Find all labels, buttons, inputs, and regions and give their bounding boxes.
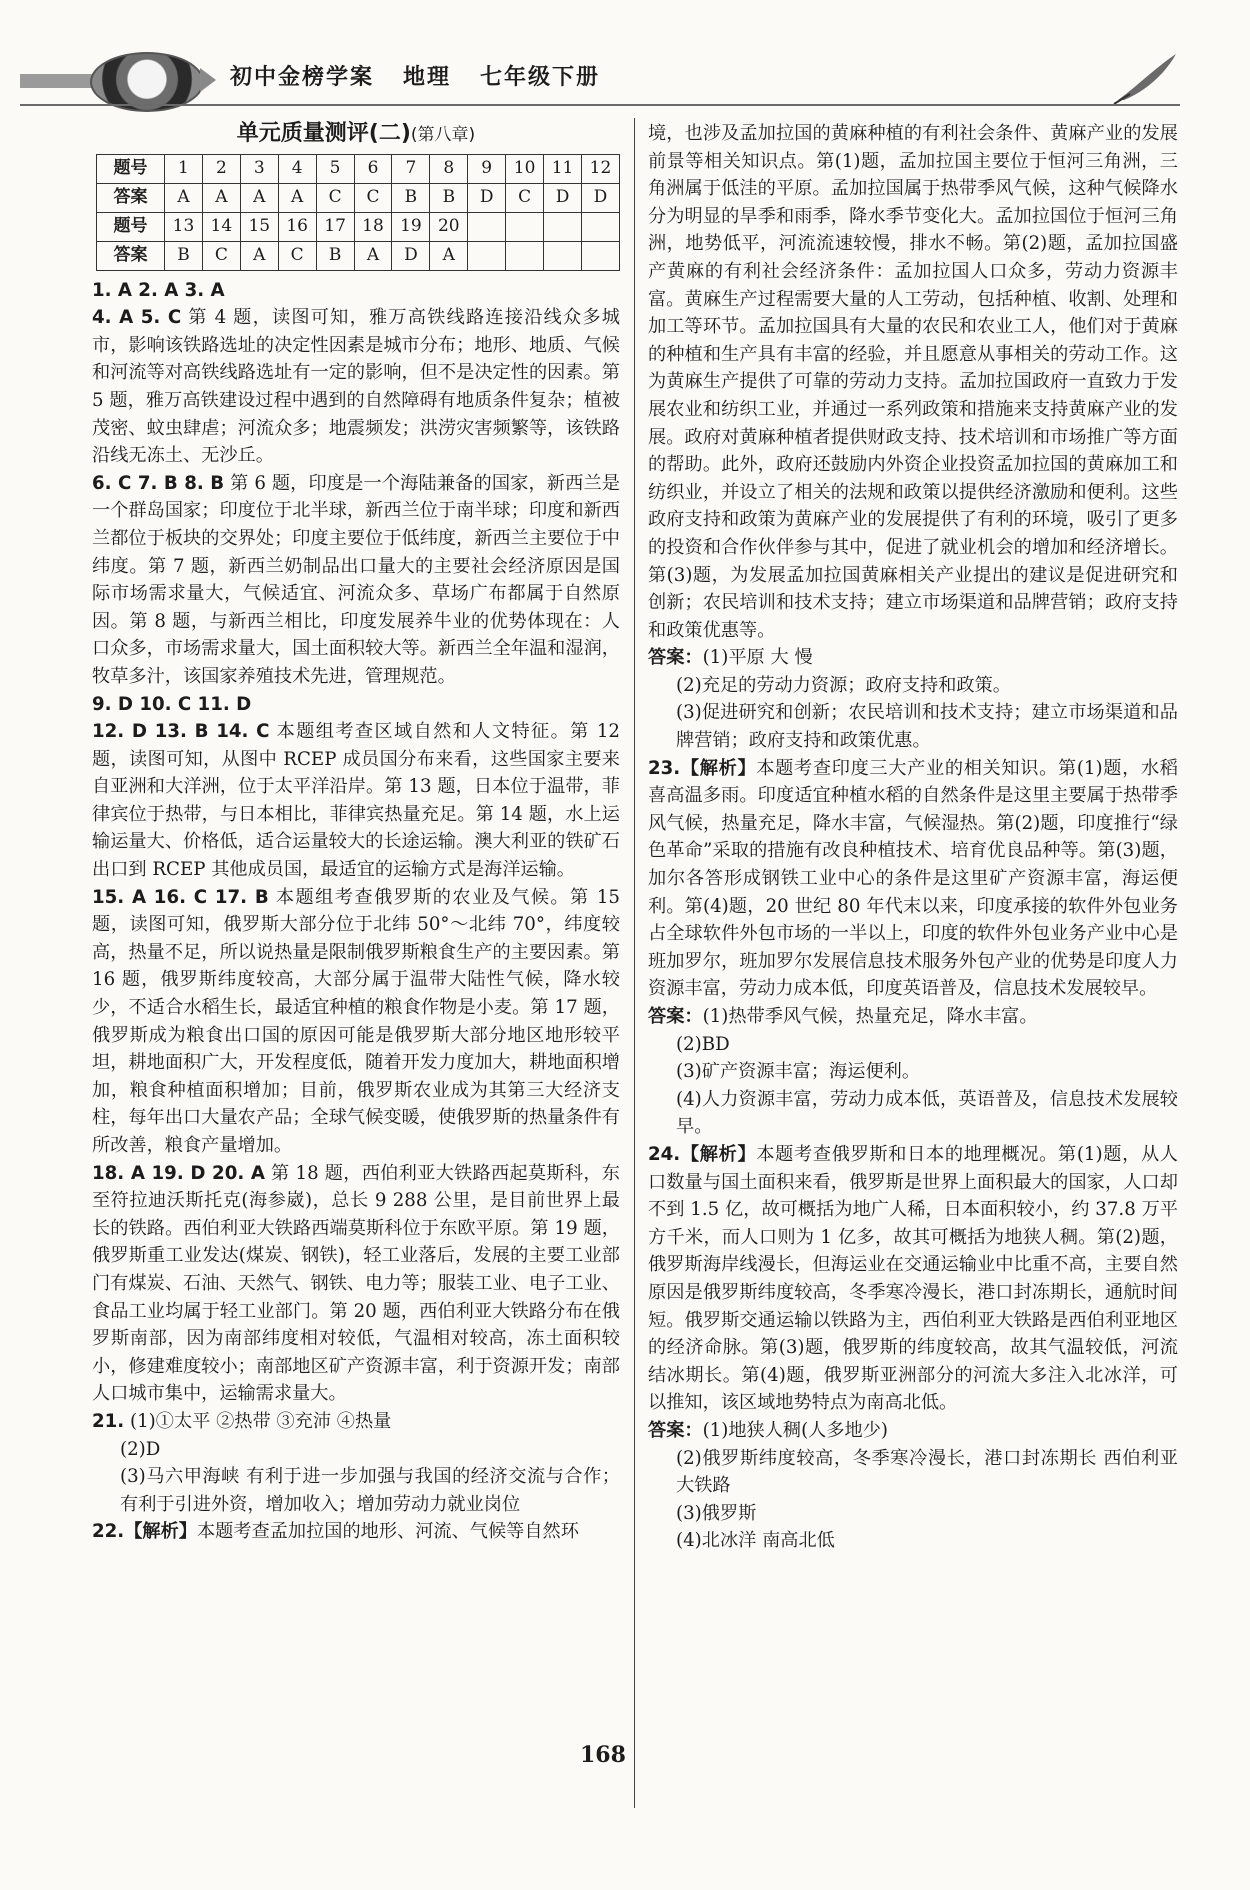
question-number: 22.【解析】: [92, 1521, 197, 1543]
answer-text: 境，也涉及孟加拉国的黄麻种植的有利社会条件、黄麻产业的发展前景等相关知识点。第(1)题，孟加拉国主要位于恒河三角洲，三角洲属于低洼的平原。孟加拉国属于热带季风气候，这种气候降水分为明显的旱季和雨季，降水季节变化大。孟加拉国位于恒河三角洲，地势低平，河流流速较慢，排水不畅。第(2)题，孟加拉国盛产黄麻的有利社会经济条件：孟加拉国人口众多，劳动力资源丰富。黄麻生产过程需要大量的人工劳动，包括种植、收割、处理和加工等环节。孟加拉国具有大量的农民和农业工人，他们对于黄麻的种植和生产具有丰富的经验，并且愿意从事相关的劳动工作。这为黄麻生产提供了可靠的劳动力支持。孟加拉国政府一直致力于发展农业和纺织工业，并通过一系列政策和措施来支持黄麻产业的发展。政府对黄麻种植者提供财政支持、技术培训和市场推广等方面的帮助。此外，政府还鼓励内外资企业投资孟加拉国的黄麻加工和纺织业，并设立了相关的法规和政策以提供经济激励和便利。这些政府支持和政策为黄麻产业的发展提供了有利的环境，吸引了更多的投资和合作伙伴参与其中，促进了就业机会的增加和经济增长。第(3)题，为发展孟加拉国黄麻相关产业提出的建议是促进研究和创新；农民培训和技术支持；建立市场渠道和品牌营销；政府支持和政策优惠等。: [648, 123, 1178, 641]
answer-table-cell: 6: [354, 154, 392, 183]
answer-paragraph: [648, 1141, 1178, 1417]
header-arrow-icon: [200, 68, 216, 92]
question-number: 9. D 10. C 11. D: [92, 693, 252, 715]
answer-table-row: [97, 212, 620, 241]
answer-paragraph: [92, 884, 620, 1160]
header-bar: [20, 74, 100, 88]
answer-table-cell: 20: [430, 212, 468, 241]
answer-table-cell: 11: [544, 154, 582, 183]
answer-paragraph: [92, 1160, 620, 1408]
answer-paragraph: [648, 1527, 1178, 1555]
answer-text: 本题组考查俄罗斯的农业及气候。第 15 题，读图可知，俄罗斯大部分位于北纬 50°～北纬 70°，纬度较高，热量不足，所以说热量是限制俄罗斯粮食生产的主要因素。第 16 题，俄罗斯纬度较高，大部分属于温带大陆性气候，降水较少，不适合水稻生长，最适宜种植的粮食作物是小麦。第 17 题，俄罗斯成为粮食出口国的原因可能是俄罗斯大部分地区地形较平坦，耕地面积广大，开发程度低，随着开发力度加大，耕地面积增加，粮食种植面积增加；目前，俄罗斯农业成为其第三大经济支柱，每年出口大量农产品；全球气候变暖，使俄罗斯的热量条件有所改善，粮食产量增加。: [92, 886, 620, 1156]
answer-table-header-cell: 答案: [97, 241, 165, 270]
answer-text: (2)BD: [676, 1033, 730, 1055]
answer-table-cell: [506, 241, 544, 270]
question-number: 18. A 19. D 20. A: [92, 1162, 265, 1184]
answer-text: (2)充足的劳动力资源；政府支持和政策。: [676, 674, 1011, 696]
answer-text: (3)促进研究和创新；农民培训和技术支持；建立市场渠道和品牌营销；政府支持和政策优惠。: [676, 702, 1178, 752]
answer-table-cell: D: [468, 183, 506, 212]
answer-paragraph: [92, 1408, 620, 1436]
answer-table-cell: A: [278, 183, 316, 212]
answer-table-cell: B: [316, 241, 354, 270]
question-number: 6. C 7. B 8. B: [92, 472, 225, 494]
question-number: 23.【解析】: [648, 757, 757, 779]
answer-table-cell: A: [202, 183, 240, 212]
answer-text: (2)D: [120, 1438, 161, 1460]
answer-text: (1)地狭人稠(人多地少): [702, 1419, 889, 1441]
answer-table-cell: A: [165, 183, 203, 212]
answer-table-cell: 12: [581, 154, 619, 183]
answer-paragraph: [92, 470, 620, 691]
question-number: 12. D 13. B 14. C: [92, 721, 270, 743]
answer-paragraph: [92, 691, 620, 719]
answer-table-cell: 18: [354, 212, 392, 241]
answer-table-cell: B: [165, 241, 203, 270]
answer-text: 本题考查印度三大产业的相关知识。第(1)题，水稻喜高温多雨。印度适宜种植水稻的自然条件是这里主要属于热带季风气候，热量充足，降水丰富，气候湿热。第(2)题，印度推行“绿色革命”采取的措施有改良种植技术、培育优良品种等。第(3)题，加尔各答形成钢铁工业中心的条件是这里矿产资源丰富，海运便利。第(4)题，20 世纪 80 年代末以来，印度承接的软件外包业务占全球软件外包市场的一半以上，印度的软件外包业务产业中心是班加罗尔，班加罗尔发展信息技术服务外包产业的优势是印度人力资源丰富，劳动力成本低，印度英语普及，信息技术发展较早。: [648, 757, 1178, 1000]
answer-paragraph: [648, 120, 1178, 644]
answer-table-cell: [544, 241, 582, 270]
answer-paragraph: [648, 1058, 1178, 1086]
question-number: 1. A 2. A 3. A: [92, 279, 225, 301]
answer-text: 第 4 题，读图可知，雅万高铁线路连接沿线众多城市，影响该铁路选址的决定性因素是城市分布；地形、地质、气候和河流等对高铁线路选址有一定的影响，但不是决定性的因素。第 5 题，雅万高铁建设过程中遇到的自然障碍有地质条件复杂；植被茂密、蚊虫肆虐；河流众多；地震频发；洪涝灾害频繁等，该铁路沿线无冻土、无沙丘。: [92, 307, 620, 467]
quill-icon: [1110, 50, 1180, 106]
right-column: [648, 120, 1178, 1555]
question-number: 答案：: [648, 1006, 703, 1027]
answer-table-cell: B: [430, 183, 468, 212]
header-rule: [20, 104, 1180, 106]
answer-table-cell: 13: [165, 212, 203, 241]
answer-paragraph: [92, 1436, 620, 1464]
answer-paragraph: [648, 644, 1178, 672]
answer-table-row: [97, 241, 620, 270]
answer-text: 本题考查孟加拉国的地形、河流、气候等自然环: [196, 1521, 579, 1543]
question-number: 4. A 5. C: [92, 307, 182, 329]
answer-table-cell: 3: [240, 154, 278, 183]
answer-table-cell: 9: [468, 154, 506, 183]
answer-table-row: [97, 183, 620, 212]
answer-table-cell: C: [354, 183, 392, 212]
answer-paragraph: [648, 755, 1178, 1003]
answer-table-cell: A: [240, 241, 278, 270]
answer-text: (3)马六甲海峡 有利于进一步加强与我国的经济交流与合作；有利于引进外资，增加收入；增加劳动力就业岗位: [120, 1466, 620, 1515]
answer-text: (2)俄罗斯纬度较高，冬季寒冷漫长，港口封冻期长 西伯利亚大铁路: [676, 1447, 1178, 1497]
answer-text: (1)①太平 ②热带 ③充沛 ④热量: [124, 1410, 392, 1432]
answer-table-header-cell: 题号: [97, 212, 165, 241]
brand-logo: [90, 52, 204, 112]
answer-paragraph: [648, 1445, 1178, 1500]
question-number: 15. A 16. C 17. B: [92, 886, 269, 908]
answer-table-cell: C: [202, 241, 240, 270]
answer-table-cell: [581, 241, 619, 270]
answer-table-cell: [506, 212, 544, 241]
answer-table-cell: 14: [202, 212, 240, 241]
answer-table-cell: [468, 241, 506, 270]
answer-table-cell: 7: [392, 154, 430, 183]
page-header: [20, 50, 1180, 110]
answer-table-cell: 1: [165, 154, 203, 183]
answer-text: (1)热带季风气候，热量充足，降水丰富。: [702, 1006, 1038, 1027]
answer-table-cell: [581, 212, 619, 241]
question-number: 答案：: [648, 647, 703, 669]
answer-paragraph: [92, 1518, 620, 1546]
question-number: 24.【解析】: [648, 1143, 757, 1165]
answer-table-cell: A: [354, 241, 392, 270]
answer-table-header-cell: 答案: [97, 183, 165, 212]
answer-paragraph: [648, 1086, 1178, 1141]
answer-table: [96, 154, 620, 271]
answer-text: (3)俄罗斯: [676, 1502, 757, 1524]
answer-text: (3)矿产资源丰富；海运便利。: [676, 1061, 921, 1083]
answer-paragraph: [92, 718, 620, 884]
answer-table-cell: D: [392, 241, 430, 270]
answer-text: (4)人力资源丰富，劳动力成本低，英语普及，信息技术发展较早。: [676, 1088, 1178, 1138]
answer-table-cell: [544, 212, 582, 241]
answer-table-cell: B: [392, 183, 430, 212]
answer-text: (1)平原 大 慢: [702, 647, 813, 669]
answer-table-cell: 5: [316, 154, 354, 183]
answer-table-cell: 15: [240, 212, 278, 241]
answer-table-cell: 8: [430, 154, 468, 183]
header-title: 初中金榜学案 地理 七年级下册: [230, 65, 600, 90]
answer-text: (4)北冰洋 南高北低: [676, 1530, 835, 1552]
question-number: 21.: [92, 1410, 125, 1432]
answer-table-cell: A: [430, 241, 468, 270]
answer-table-cell: C: [278, 241, 316, 270]
section-title-text: 单元质量测评(二): [236, 121, 411, 146]
answer-paragraph: [648, 1003, 1178, 1031]
answer-paragraph: [92, 304, 620, 470]
answer-table-cell: 4: [278, 154, 316, 183]
answer-table-header-cell: 题号: [97, 154, 165, 183]
answer-paragraph: [92, 1463, 620, 1518]
page-number: 168: [580, 1742, 626, 1768]
answer-text: 本题考查俄罗斯和日本的地理概况。第(1)题，从人口数量与国土面积来看，俄罗斯是世界上面积最大的国家，人口却不到 1.5 亿，故可概括为地广人稀，日本面积较小，约 37.8 万平方千米，而人口则为 1 亿多，故其可概括为地狭人稠。第(2)题，俄罗斯海岸线漫长，但海运业在交通运输业中比重不高，主要自然原因是俄罗斯纬度较高，冬季寒冷漫长，港口封冻期长，通航时间短。俄罗斯交通运输以铁路为主，西伯利亚大铁路是西伯利亚地区的经济命脉。第(3)题，俄罗斯的纬度较高，故其气温较低，河流结冰期长。第(4)题，俄罗斯亚洲部分的河流大多注入北冰洋，可以推知，该区域地势特点为南高北低。: [648, 1143, 1178, 1414]
answer-table-cell: D: [544, 183, 582, 212]
column-divider: [634, 118, 635, 1808]
section-subtitle: (第八章): [410, 125, 476, 145]
question-number: 答案：: [648, 1419, 703, 1441]
answer-paragraph: [648, 672, 1178, 700]
answer-table-cell: 2: [202, 154, 240, 183]
answer-paragraph: [648, 1500, 1178, 1528]
answer-table-cell: 19: [392, 212, 430, 241]
answer-paragraph: [92, 277, 620, 305]
answer-table-row: [97, 154, 620, 183]
answer-paragraph: [648, 1417, 1178, 1445]
answer-table-cell: A: [240, 183, 278, 212]
section-title: [92, 120, 620, 150]
answer-table-cell: 16: [278, 212, 316, 241]
left-column: [92, 120, 620, 1546]
answer-paragraph: [648, 1031, 1178, 1059]
answer-text: 第 18 题，西伯利亚大铁路西起莫斯科，东至符拉迪沃斯托克(海参崴)，总长 9 288 公里，是目前世界上最长的铁路。西伯利亚大铁路西端莫斯科位于东欧平原。第 19 题，俄罗斯重工业发达(煤炭、钢铁)，轻工业落后，发展的主要工业部门有煤炭、石油、天然气、钢铁、电力等；服装工业、电子工业、食品工业均属于轻工业部门。第 20 题，西伯利亚大铁路分布在俄罗斯南部，因为南部纬度相对较低，气温相对较高，冻土面积较小，修建难度较小；南部地区矿产资源丰富，利于资源开发；南部人口城市集中，运输需求量大。: [92, 1162, 620, 1405]
answer-text: 本题组考查区域自然和人文特征。第 12 题，读图可知，从图中 RCEP 成员国分布来看，这些国家主要来自亚洲和大洋洲，位于太平洋沿岸。第 13 题，日本位于温带，菲律宾位于热带，与日本相比，菲律宾热量充足。第 14 题，水上运输运量大、价格低，适合运量较大的长途运输。澳大利亚的铁矿石出口到 RCEP 其他成员国，最适宜的运输方式是海洋运输。: [92, 721, 620, 881]
answer-table-cell: C: [506, 183, 544, 212]
answer-table-cell: [468, 212, 506, 241]
answer-table-cell: 17: [316, 212, 354, 241]
answer-table-cell: C: [316, 183, 354, 212]
answer-table-cell: 10: [506, 154, 544, 183]
answer-text: 第 6 题，印度是一个海陆兼备的国家，新西兰是一个群岛国家；印度位于北半球，新西兰位于南半球；印度和新西兰都位于板块的交界处；印度主要位于低纬度，新西兰主要位于中纬度。第 7 题，新西兰奶制品出口量大的主要社会经济原因是国际市场需求量大，气候适宜、河流众多、草场广布都属于自然原因。第 8 题，与新西兰相比，印度发展养牛业的优势体现在：人口众多，市场需求量大，国土面积较大等。新西兰全年温和湿润，牧草多汁，该国家养殖技术先进，管理规范。: [92, 472, 620, 687]
answer-table-cell: D: [581, 183, 619, 212]
answer-paragraph: [648, 699, 1178, 754]
